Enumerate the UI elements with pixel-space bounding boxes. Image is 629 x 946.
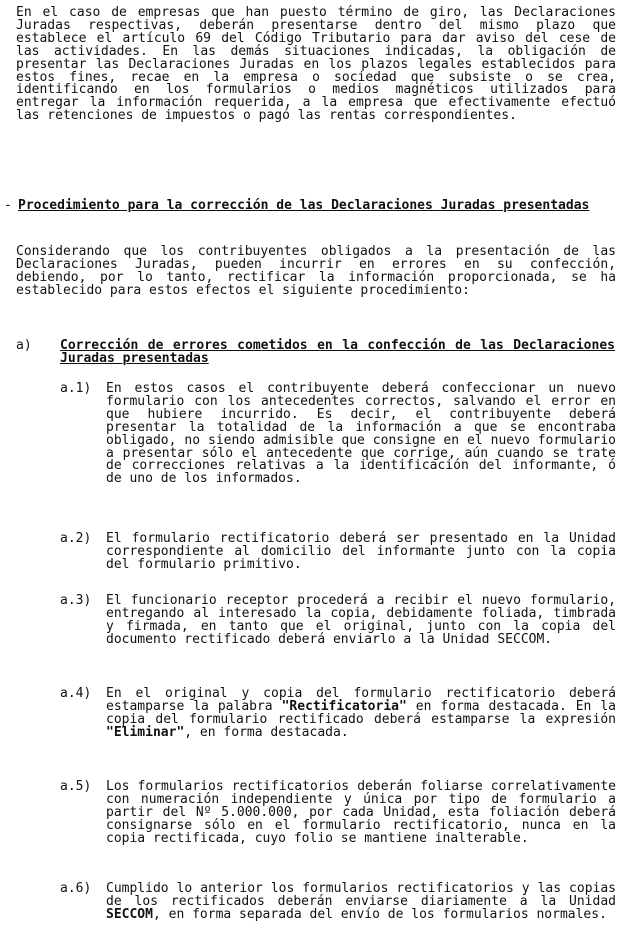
item-text: El formulario rectificatorio deberá ser presentado en la Unidad correspondiente al domicilio del informante junto con la copia del formulario primitivo. <box>106 531 624 572</box>
consider-paragraph: Considerando que los contribuyentes obligados a la presentación de las Declaraciones Juradas, pueden incurrir en errores en su confección, debiendo, por lo tanto, rectificar la información proporcionada, se ha establecido para estos efectos el siguiente procedimiento: <box>16 244 624 298</box>
subsection-title: Corrección de errores cometidos en la confección de las Declaraciones Juradas presentadas <box>60 338 615 366</box>
item-text <box>106 881 624 922</box>
item-text: En estos casos el contribuyente deberá confeccionar un nuevo formulario con los antecedentes correctos, salvando el error en que hubiere incurrido. Es decir, el contribuyente deberá presentar la totalidad de la información a que se encontraba obligado, no siendo admisible que consigne en el nuevo formulario a presentar sólo el antecedente que corrige, aún cuando se trate de correcciones relativas a la identificación del informante, ó de uno de los informados. <box>106 381 624 487</box>
item-text <box>106 686 624 740</box>
item-text-part: , en forma separada del envío de los formularios normales. <box>152 906 607 922</box>
section-heading <box>4 200 616 213</box>
item-label: a.5) <box>60 779 92 794</box>
item-emphasis: "Eliminar" <box>106 724 185 740</box>
item-label: a.6) <box>60 881 92 896</box>
subsection-label: a) <box>16 338 32 353</box>
item-emphasis: SECCOM <box>106 906 153 922</box>
section-title: Procedimiento para la corrección de las Declaraciones Juradas presentadas <box>18 198 590 213</box>
item-label: a.4) <box>60 686 92 701</box>
item-label: a.2) <box>60 531 92 546</box>
item-text-part: Cumplido lo anterior los formularios rectificatorios y las copias de los rectificados deberán enviarse diariamente a la Unidad <box>106 881 624 909</box>
section-dash: - <box>4 198 12 213</box>
item-text: El funcionario receptor procederá a recibir el nuevo formulario, entregando al interesado la copia, debidamente foliada, timbrada y firmada, en tanto que el original, junto con la copia del documento rectificado deberá enviarlo a la Unidad SECCOM. <box>106 593 624 647</box>
intro-paragraph: En el caso de empresas que han puesto término de giro, las Declaraciones Juradas respectivas, deberán presentarse dentro del mismo plazo que establece el artículo 69 del Código Tributario para dar aviso del cese de las actividades. En las demás situaciones indicadas, la obligación de presentar las Declaraciones Juradas en los plazos legales establecidos para estos fines, recae en la empresa o sociedad que subsiste o se crea, identificando en los formularios o medios magnéticos utilizados para entregar la información requerida, a la empresa que efectivamente efectuó las retenciones de impuestos o pagó las rentas correspondientes. <box>16 5 624 124</box>
item-text-part: en forma destacada. En la copia del formulario rectificado deberá estamparse la expresión <box>106 698 624 727</box>
item-text: Los formularios rectificatorios deberán foliarse correlativamente con numeración independiente y única por tipo de formulario a partir del Nº 5.000.000, por cada Unidad, esta foliación deberá consignarse sólo en el formulario rectificatorio, nunca en la copia rectificada, cuyo folio se mantiene inalterable. <box>106 779 624 846</box>
item-text-part: En el original y copia del formulario rectificatorio deberá estamparse la palabra <box>106 686 624 714</box>
item-label: a.1) <box>60 381 92 396</box>
item-text-part: , en forma destacada. <box>184 724 349 740</box>
item-emphasis: "Rectificatoria" <box>281 698 407 714</box>
item-label: a.3) <box>60 593 92 608</box>
